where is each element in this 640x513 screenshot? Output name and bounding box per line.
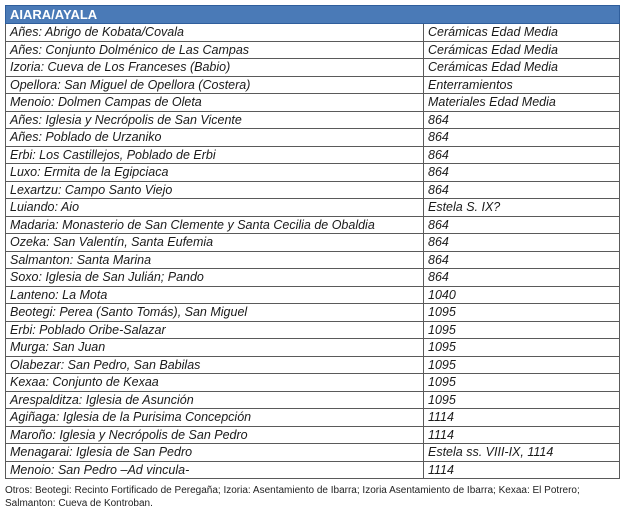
date-cell: Estela ss. VIII-IX, 1114: [424, 444, 620, 462]
table-row: [6, 461, 620, 479]
site-cell: Añes: Iglesia y Necrópolis de San Vicente: [6, 111, 424, 129]
date-cell: Materiales Edad Media: [424, 94, 620, 112]
date-cell: 864: [424, 234, 620, 252]
site-cell: Luxo: Ermita de la Egipciaca: [6, 164, 424, 182]
table-header-row: [6, 6, 620, 24]
table-row: [6, 234, 620, 252]
site-cell: Ozeka: San Valentín, Santa Eufemia: [6, 234, 424, 252]
table-row: [6, 216, 620, 234]
site-cell: Añes: Conjunto Dolménico de Las Campas: [6, 41, 424, 59]
table-body: [6, 24, 620, 479]
table-row: [6, 146, 620, 164]
date-cell: 864: [424, 251, 620, 269]
table-row: [6, 76, 620, 94]
table-row: [6, 374, 620, 392]
site-cell: Soxo: Iglesia de San Julián; Pando: [6, 269, 424, 287]
table-row: [6, 391, 620, 409]
table-title: AIARA/AYALA: [6, 6, 620, 24]
date-cell: 1095: [424, 374, 620, 392]
site-cell: Murga: San Juan: [6, 339, 424, 357]
table-row: [6, 286, 620, 304]
table-row: [6, 269, 620, 287]
date-cell: 1095: [424, 339, 620, 357]
date-cell: 1114: [424, 409, 620, 427]
footnote: Otros: Beotegi: Recinto Fortificado de Peregaña; Izoria: Asentamiento de Ibarra; Izoria Asentamiento de Ibarra; Kexaa: El Potrero; Salmanton: Cueva de Kontroban.: [5, 485, 580, 509]
date-cell: 864: [424, 111, 620, 129]
date-cell: 864: [424, 146, 620, 164]
site-cell: Madaria: Monasterio de San Clemente y Santa Cecilia de Obaldia: [6, 216, 424, 234]
site-cell: Lexartzu: Campo Santo Viejo: [6, 181, 424, 199]
date-cell: 864: [424, 164, 620, 182]
table-row: [6, 199, 620, 217]
site-cell: Menagarai: Iglesia de San Pedro: [6, 444, 424, 462]
site-cell: Salmanton: Santa Marina: [6, 251, 424, 269]
site-cell: Menoio: San Pedro –Ad vincula-: [6, 461, 424, 479]
site-cell: Izoria: Cueva de Los Franceses (Babio): [6, 59, 424, 77]
table-row: [6, 24, 620, 42]
date-cell: Estela S. IX?: [424, 199, 620, 217]
site-cell: Beotegi: Perea (Santo Tomás), San Miguel: [6, 304, 424, 322]
date-cell: 1095: [424, 356, 620, 374]
date-cell: Cerámicas Edad Media: [424, 59, 620, 77]
date-cell: 1114: [424, 426, 620, 444]
table-row: [6, 111, 620, 129]
table-row: [6, 251, 620, 269]
table-row: [6, 339, 620, 357]
date-cell: 1114: [424, 461, 620, 479]
date-cell: 1040: [424, 286, 620, 304]
date-cell: Cerámicas Edad Media: [424, 41, 620, 59]
table-row: [6, 321, 620, 339]
table-row: [6, 304, 620, 322]
site-cell: Opellora: San Miguel de Opellora (Costera): [6, 76, 424, 94]
site-cell: Agiñaga: Iglesia de la Purisima Concepción: [6, 409, 424, 427]
date-cell: 1095: [424, 304, 620, 322]
date-cell: 864: [424, 181, 620, 199]
table-row: [6, 129, 620, 147]
site-cell: Olabezar: San Pedro, San Babilas: [6, 356, 424, 374]
site-cell: Erbi: Poblado Oribe-Salazar: [6, 321, 424, 339]
site-cell: Añes: Poblado de Urzaniko: [6, 129, 424, 147]
site-cell: Maroño: Iglesia y Necrópolis de San Pedro: [6, 426, 424, 444]
date-cell: 864: [424, 269, 620, 287]
sites-table: [5, 5, 620, 479]
table-row: [6, 164, 620, 182]
site-cell: Erbi: Los Castillejos, Poblado de Erbi: [6, 146, 424, 164]
date-cell: Enterramientos: [424, 76, 620, 94]
table-row: [6, 356, 620, 374]
date-cell: Cerámicas Edad Media: [424, 24, 620, 42]
table-row: [6, 94, 620, 112]
site-cell: Lanteno: La Mota: [6, 286, 424, 304]
table-row: [6, 59, 620, 77]
sites-table-container: [5, 5, 619, 479]
table-row: [6, 426, 620, 444]
site-cell: Arespalditza: Iglesia de Asunción: [6, 391, 424, 409]
table-row: [6, 444, 620, 462]
table-row: [6, 181, 620, 199]
table-row: [6, 41, 620, 59]
date-cell: 864: [424, 216, 620, 234]
site-cell: Luiando: Aio: [6, 199, 424, 217]
date-cell: 864: [424, 129, 620, 147]
table-row: [6, 409, 620, 427]
date-cell: 1095: [424, 391, 620, 409]
date-cell: 1095: [424, 321, 620, 339]
site-cell: Menoio: Dolmen Campas de Oleta: [6, 94, 424, 112]
site-cell: Kexaa: Conjunto de Kexaa: [6, 374, 424, 392]
site-cell: Añes: Abrigo de Kobata/Covala: [6, 24, 424, 42]
